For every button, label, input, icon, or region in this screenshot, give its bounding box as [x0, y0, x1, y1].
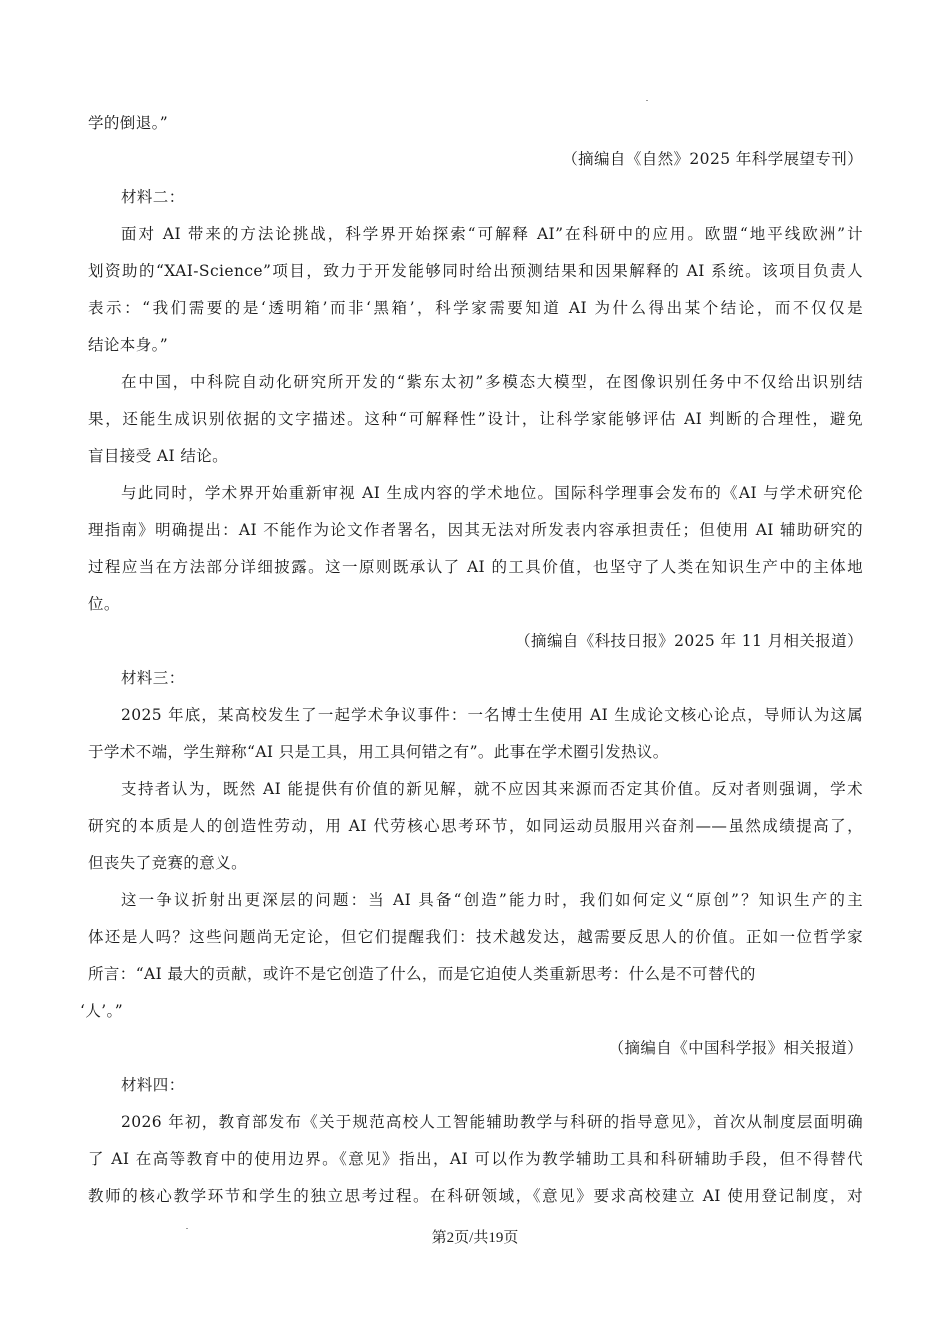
paragraph-line: 于学术不端，学生辩称“AI 只是工具，用工具何错之有”。此事在学术圈引发热议。	[88, 743, 669, 761]
paragraph-line: 果，还能生成识别依据的文字描述。这种“可解释性”设计，让科学家能够评估 AI 判断的合理性，避免	[88, 410, 863, 428]
paragraph-line: 位。	[88, 595, 120, 613]
paragraph-line: 研究的本质是人的创造性劳动，用 AI 代劳核心思考环节，如同运动员服用兴奋剂——虽然成绩提高了，	[88, 817, 863, 835]
section-heading: 材料四：	[121, 1076, 185, 1094]
paragraph-line: 理指南》明确提出：AI 不能作为论文作者署名，因其无法对所发表内容承担责任；但使用 AI 辅助研究的	[88, 521, 863, 539]
paragraph-line: 表示：“我们需要的是‘透明箱’而非‘黑箱’，科学家需要知道 AI 为什么得出某个结论，而不仅仅是	[88, 299, 863, 317]
paragraph-line: 支持者认为，既然 AI 能提供有价值的新见解，就不应因其来源而否定其价值。反对者则强调，学术	[121, 780, 863, 798]
section-heading: 材料三：	[121, 669, 185, 687]
paragraph-line: 2025 年底，某高校发生了一起学术争议事件：一名博士生使用 AI 生成论文核心论点，导师认为这属	[121, 706, 863, 724]
paragraph-line: 过程应当在方法部分详细披露。这一原则既承认了 AI 的工具价值，也坚守了人类在知识生产中的主体地	[88, 558, 863, 576]
paragraph-line: 结论本身。”	[88, 336, 169, 354]
section-heading: 材料二：	[121, 188, 185, 206]
paragraph-line: 划资助的“XAI-Science”项目，致力于开发能够同时给出预测结果和因果解释的 AI 系统。该项目负责人	[88, 262, 863, 280]
paragraph-line: 体还是人吗？这些问题尚无定论，但它们提醒我们：技术越发达，越需要反思人的价值。正如一位哲学家	[88, 928, 863, 946]
paragraph-line: 所言：“AI 最大的贡献，或许不是它创造了什么，而是它迫使人类重新思考：什么是不可替代的	[88, 965, 756, 983]
paragraph-line: 但丧失了竞赛的意义。	[88, 854, 248, 872]
paragraph-line: 这一争议折射出更深层的问题：当 AI 具备“创造”能力时，我们如何定义“原创”？知识生产的主	[121, 891, 863, 909]
paragraph-line: 教师的核心教学环节和学生的独立思考过程。在科研领域，《意见》要求高校建立 AI 使用登记制度，对	[88, 1187, 863, 1205]
paragraph-line: 学的倒退。”	[88, 114, 169, 132]
paragraph-line: ‘人’。”	[80, 1002, 124, 1020]
source-citation: （摘编自《科技日报》2025 年 11 月相关报道）	[515, 632, 863, 650]
source-citation: （摘编自《中国科学报》相关报道）	[608, 1039, 863, 1057]
source-citation: （摘编自《自然》2025 年科学展望专刊）	[562, 150, 863, 168]
paragraph-line: 2026 年初，教育部发布《关于规范高校人工智能辅助教学与科研的指导意见》，首次从制度层面明确	[121, 1113, 863, 1131]
paragraph-line: 在中国，中科院自动化研究所开发的“紫东太初”多模态大模型，在图像识别任务中不仅给出识别结	[121, 373, 863, 391]
paragraph-line: 盲目接受 AI 结论。	[88, 447, 229, 465]
paragraph-line: 面对 AI 带来的方法论挑战，科学界开始探索“可解释 AI”在科研中的应用。欧盟“地平线欧洲”计	[121, 225, 863, 243]
page-number-footer: 第2页/共19页	[431, 1230, 519, 1246]
paragraph-line: 与此同时，学术界开始重新审视 AI 生成内容的学术地位。国际科学理事会发布的《AI 与学术研究伦	[121, 484, 863, 502]
scan-speck	[646, 100, 648, 101]
paragraph-line: 了 AI 在高等教育中的使用边界。《意见》指出，AI 可以作为教学辅助工具和科研辅助手段，但不得替代	[88, 1150, 863, 1168]
